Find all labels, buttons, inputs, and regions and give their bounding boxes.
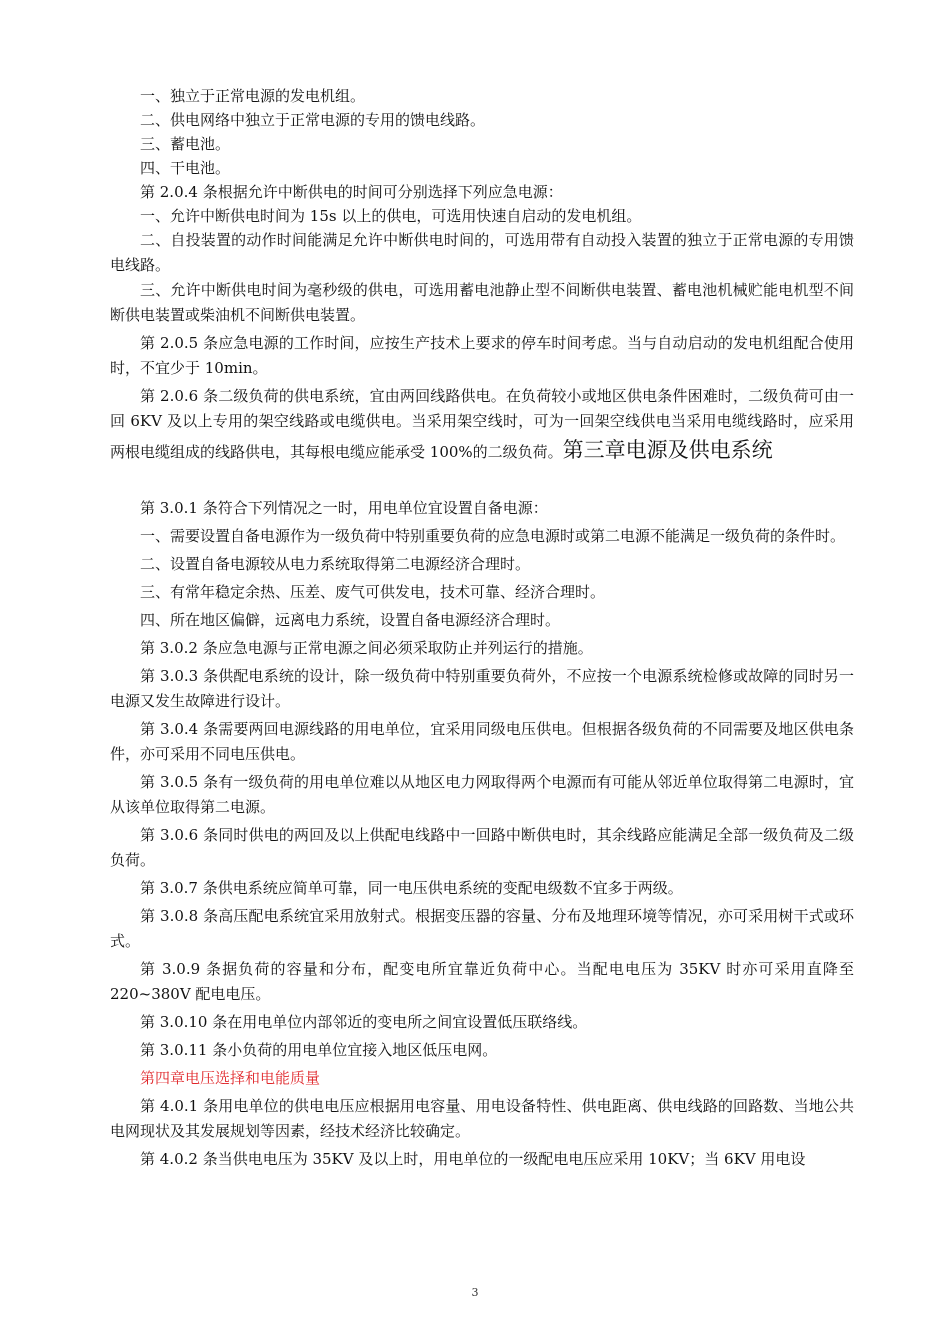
paragraph: 第 3.0.11 条小负荷的用电单位宜接入地区低压电网。 xyxy=(140,1041,498,1059)
paragraph: 第 3.0.4 条需要两回电源线路的用电单位，宜采用同级电压供电。但根据各级负荷的不同需要及地区供电条件，亦可采用不同电压供电。 xyxy=(110,720,854,763)
paragraph: 第 3.0.10 条在用电单位内部邻近的变电所之间宜设置低压联络线。 xyxy=(140,1013,588,1031)
paragraph: 三、允许中断供电时间为毫秒级的供电，可选用蓄电池静止型不间断供电装置、蓄电池机械贮能电机型不间断供电装置或柴油机不间断供电装置。 xyxy=(110,281,854,324)
paragraph: 三、蓄电池。 xyxy=(140,135,231,153)
paragraph: 第 3.0.1 条符合下列情况之一时，用电单位宜设置自备电源： xyxy=(140,499,548,517)
paragraph: 三、有常年稳定余热、压差、废气可供发电，技术可靠、经济合理时。 xyxy=(140,583,606,601)
paragraph: 第 3.0.3 条供配电系统的设计，除一级负荷中特别重要负荷外，不应按一个电源系统检修或故障的同时另一电源又发生故障进行设计。 xyxy=(110,667,854,710)
paragraph: 一、需要设置自备电源作为一级负荷中特别重要负荷的应急电源时或第二电源不能满足一级负荷的条件时。 xyxy=(140,527,846,545)
paragraph: 二、设置自备电源较从电力系统取得第二电源经济合理时。 xyxy=(140,555,531,573)
paragraph: 第 3.0.5 条有一级负荷的用电单位难以从地区电力网取得两个电源而有可能从邻近单位取得第二电源时，宜从该单位取得第二电源。 xyxy=(110,773,854,816)
paragraph: 二、供电网络中独立于正常电源的专用的馈电线路。 xyxy=(140,111,486,129)
paragraph: 第 4.0.2 条当供电电压为 35KV 及以上时，用电单位的一级配电电压应采用 10KV；当 6KV 用电设 xyxy=(140,1150,806,1168)
paragraph: 第 3.0.7 条供电系统应简单可靠，同一电压供电系统的变配电级数不宜多于两级。 xyxy=(140,879,683,897)
paragraph: 第 4.0.1 条用电单位的供电电压应根据用电容量、用电设备特性、供电距离、供电线路的回路数、当地公共电网现状及其发展规划等因素，经技术经济比较确定。 xyxy=(110,1097,854,1140)
paragraph-with-heading xyxy=(110,384,854,467)
paragraph: 第 3.0.6 条同时供电的两回及以上供配电线路中一回路中断供电时，其余线路应能满足全部一级负荷及二级负荷。 xyxy=(110,826,854,869)
paragraph: 四、所在地区偏僻，远离电力系统，设置自备电源经济合理时。 xyxy=(140,611,561,629)
paragraph-text: 第 2.0.6 条二级负荷的供电系统，宜由两回线路供电。在负荷较小或地区供电条件困难时，二级负荷可由一回 6KV 及以上专用的架空线路或电缆供电。当采用架空线时，可为一回架空线供电当采用电缆线路时，应采用两根电缆组成的线路供电，其每根电缆应能承受 100%的二级负荷。 xyxy=(110,387,854,461)
section-spacer xyxy=(110,467,854,493)
paragraph: 第 3.0.8 条高压配电系统宜采用放射式。根据变压器的容量、分布及地理环境等情况，亦可采用树干式或环式。 xyxy=(110,907,854,950)
paragraph: 一、允许中断供电时间为 15s 以上的供电，可选用快速自启动的发电机组。 xyxy=(140,207,642,225)
document-page xyxy=(110,84,854,1172)
paragraph: 第 2.0.5 条应急电源的工作时间，应按生产技术上要求的停车时间考虑。当与自动启动的发电机组配合使用时，不宜少于 10min。 xyxy=(110,334,854,377)
paragraph: 第 2.0.4 条根据允许中断供电的时间可分别选择下列应急电源： xyxy=(140,183,563,201)
paragraph: 二、自投装置的动作时间能满足允许中断供电时间的，可选用带有自动投入装置的独立于正常电源的专用馈电线路。 xyxy=(110,231,854,274)
paragraph: 第 3.0.2 条应急电源与正常电源之间必须采取防止并列运行的措施。 xyxy=(140,639,593,657)
chapter-4-heading: 第四章电压选择和电能质量 xyxy=(140,1069,321,1087)
paragraph: 第 3.0.9 条据负荷的容量和分布，配变电所宜靠近负荷中心。当配电电压为 35KV 时亦可采用直降至 220~380V 配电电压。 xyxy=(110,960,854,1003)
paragraph: 一、独立于正常电源的发电机组。 xyxy=(140,87,366,105)
page-number: 3 xyxy=(471,1286,479,1299)
paragraph: 四、干电池。 xyxy=(140,159,231,177)
chapter-3-heading: 第三章电源及供电系统 xyxy=(562,438,773,462)
